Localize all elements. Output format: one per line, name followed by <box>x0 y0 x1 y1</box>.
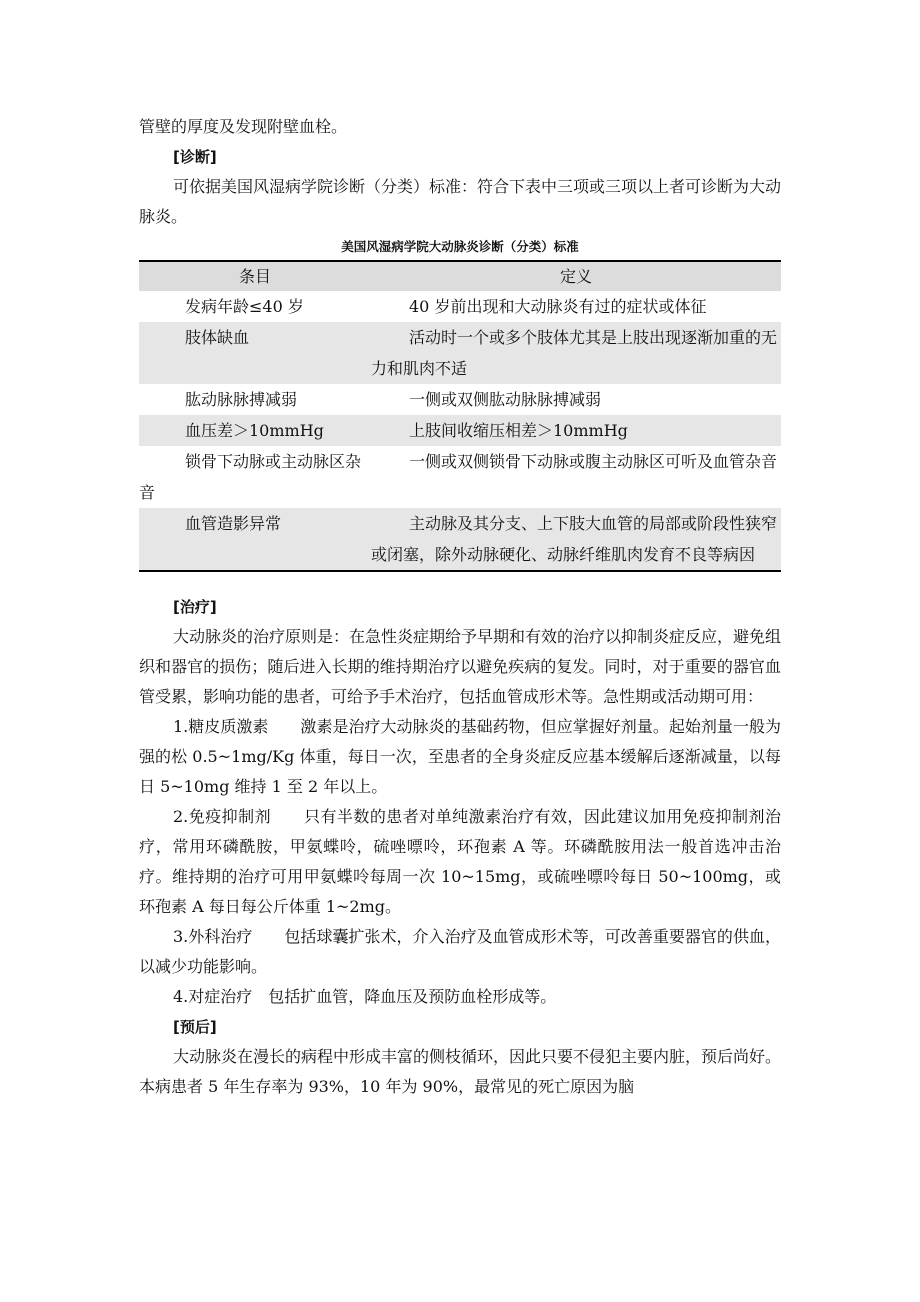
treatment-item-2: 2.免疫抑制剂 只有半数的患者对单纯激素治疗有效，因此建议加用免疫抑制剂治疗，常用环磷酰胺，甲氨蝶呤，硫唑嘌呤，环孢素 A 等。环磷酰胺用法一般首选冲击治疗。维持期的治疗可用甲氨蝶呤每周一次 10~15mg，或硫唑嘌呤每日 50~100mg，或环孢素 A 每日每公斤体重 1~2mg。 <box>139 807 781 916</box>
table-row <box>139 508 781 571</box>
table-cell-definition: 一侧或双侧肱动脉脉搏减弱 <box>409 390 602 409</box>
table-row <box>139 415 781 446</box>
column-header-definition: 定义 <box>371 261 781 291</box>
table-row <box>139 384 781 415</box>
table-row <box>139 322 781 384</box>
prognosis-text: 大动脉炎在漫长的病程中形成丰富的侧枝循环，因此只要不侵犯主要内脏，预后尚好。本病患者 5 年生存率为 93%，10 年为 90%，最常见的死亡原因为脑 <box>139 1047 782 1096</box>
table-cell-definition: 一侧或双侧锁骨下动脉或腹主动脉区可听及血管杂音 <box>409 452 778 471</box>
table-cell-definition: 活动时一个或多个肢体尤其是上肢出现逐渐加重的无力和肌肉不适 <box>371 322 781 384</box>
table-cell-item: 血管造影异常 <box>139 508 371 571</box>
table-row <box>139 291 781 322</box>
treatment-item-1: 1.糖皮质激素 激素是治疗大动脉炎的基础药物，但应掌握好剂量。起始剂量一般为强的松 0.5~1mg/Kg 体重，每日一次，至患者的全身炎症反应基本缓解后逐渐减量，以每日 5~10mg 维持 1 至 2 年以上。 <box>139 717 781 796</box>
column-header-item: 条目 <box>139 261 371 291</box>
treatment-heading: [治疗] <box>173 598 217 616</box>
diagnosis-heading: [诊断] <box>173 148 217 166</box>
table-cell-item: 锁骨下动脉或主动脉区杂音 <box>139 452 362 502</box>
table-cell-item: 血压差＞10mmHg <box>139 415 371 446</box>
treatment-intro: 大动脉炎的治疗原则是：在急性炎症期给予早期和有效的治疗以抑制炎症反应，避免组织和器官的损伤；随后进入长期的维持期治疗以避免疾病的复发。同时，对于重要的器官血管受累，影响功能的患者，可给予手术治疗，包括血管成形术等。急性期或活动期可用： <box>139 627 782 706</box>
table-cell-definition: 主动脉及其分支、上下肢大血管的局部或阶段性狭窄或闭塞，除外动脉硬化、动脉纤维肌肉发育不良等病因 <box>371 508 781 571</box>
treatment-item-4: 4.对症治疗 包括扩血管，降血压及预防血栓形成等。 <box>173 987 557 1006</box>
prognosis-heading: [预后] <box>173 1018 217 1036</box>
table-header-row <box>139 261 781 291</box>
diagnosis-text: 可依据美国风湿病学院诊断（分类）标准：符合下表中三项或三项以上者可诊断为大动脉炎。 <box>139 177 782 226</box>
intro-line: 管壁的厚度及发现附壁血栓。 <box>139 117 348 136</box>
table-cell-item: 肢体缺血 <box>139 322 371 384</box>
table-cell-item: 肱动脉脉搏减弱 <box>185 390 298 409</box>
table-row <box>139 446 781 508</box>
table-cell-definition: 40 岁前出现和大动脉炎有过的症状或体征 <box>409 297 707 316</box>
document-page <box>139 112 781 1102</box>
treatment-item-3: 3.外科治疗 包括球囊扩张术，介入治疗及血管成形术等，可改善重要器官的供血，以减少功能影响。 <box>139 927 781 976</box>
criteria-table <box>139 260 781 572</box>
table-cell-item: 发病年龄≤40 岁 <box>185 297 304 316</box>
table-title: 美国风湿病学院大动脉炎诊断（分类）标准 <box>341 239 579 254</box>
table-cell-definition: 上肢间收缩压相差＞10mmHg <box>371 415 781 446</box>
